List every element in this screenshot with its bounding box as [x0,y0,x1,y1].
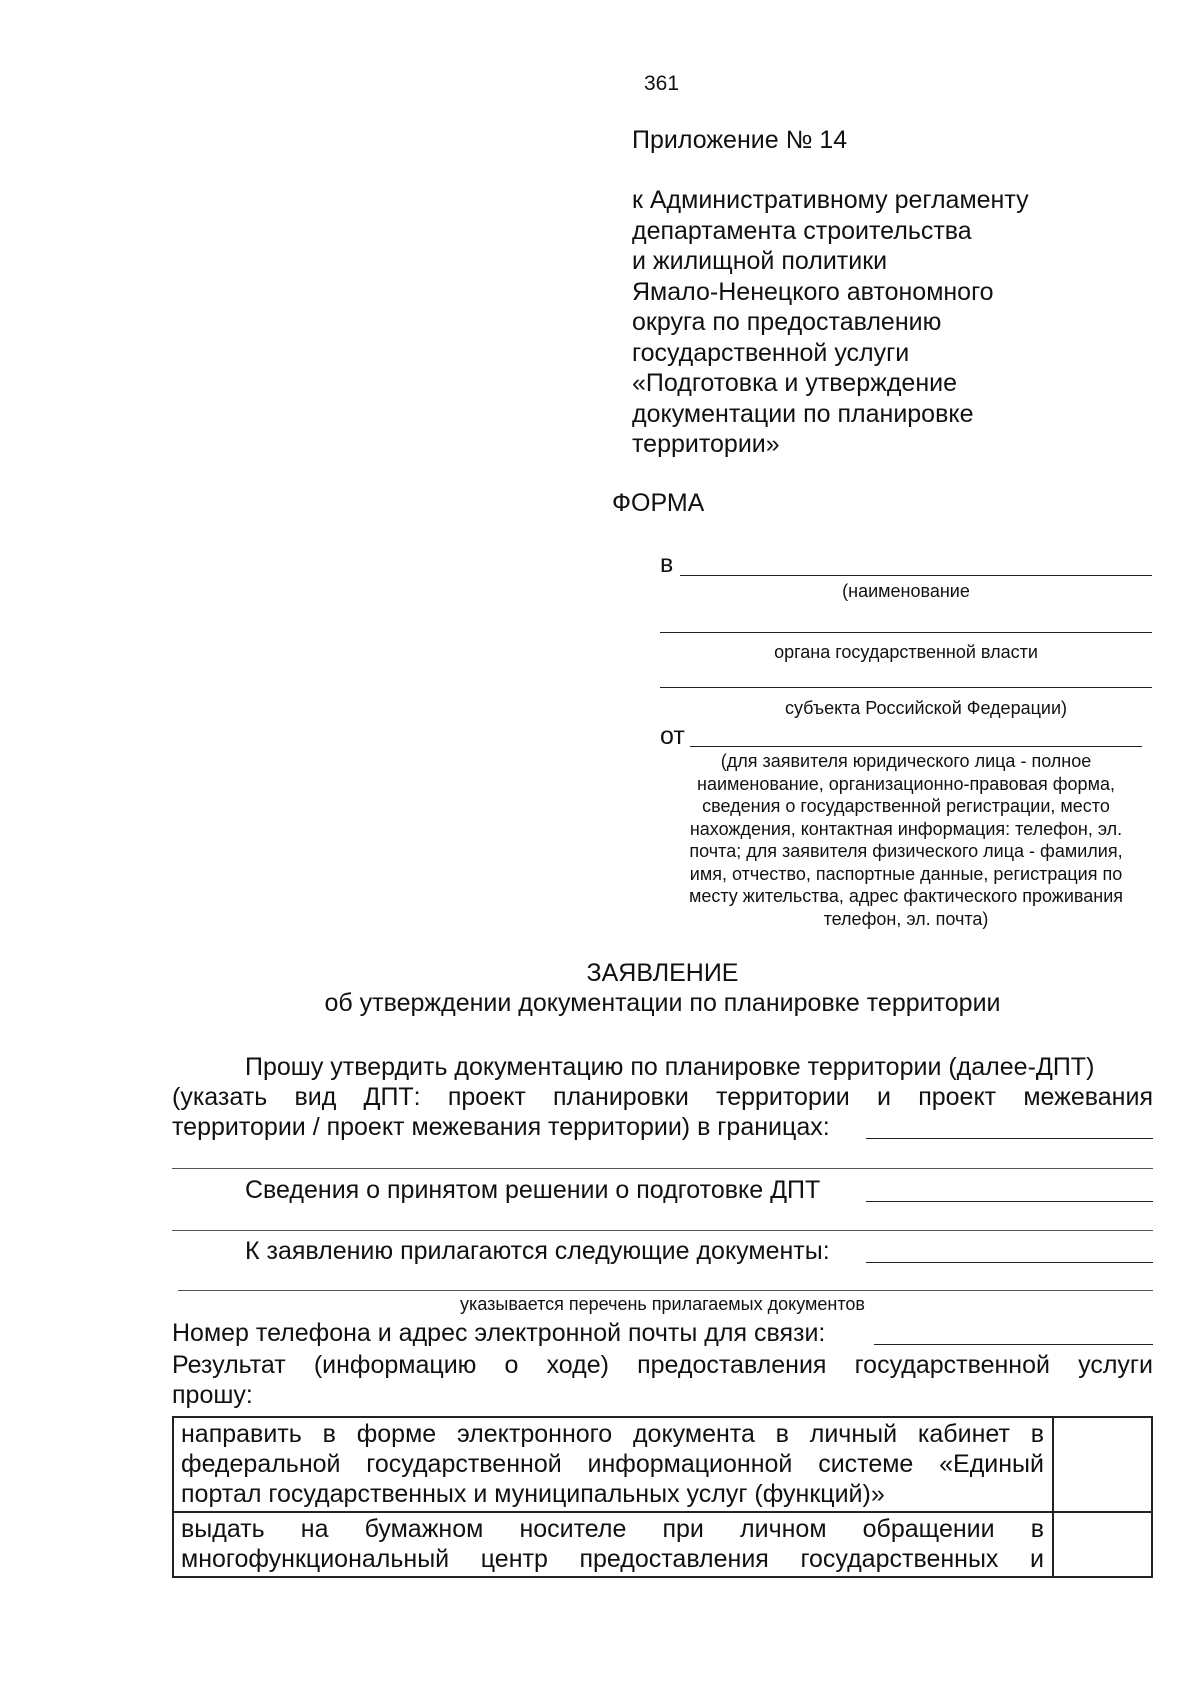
from-prefix: от [660,722,685,750]
addressee-hint-3: субъекта Российской Федерации) [784,698,1068,718]
applicant-hint-line: почта; для заявителя физического лица - фамилия, [689,841,1123,861]
option-line: портал государственных и муниципальных услуг (функций)» [181,1480,885,1508]
attachments-hint: указывается перечень прилагаемых документов [460,1294,865,1314]
appendix-line: к Административному регламенту [632,186,1029,214]
addressee-line-1[interactable] [680,575,1152,576]
appendix-title: Приложение № 14 [632,126,848,154]
option-line: направить в форме электронного документа в личный кабинет в [181,1420,1044,1448]
appendix-line: департамента строительства [632,216,972,245]
boundaries-line[interactable] [866,1138,1153,1139]
option-text [173,1417,1053,1512]
decision-line-2[interactable] [172,1230,1153,1231]
applicant-hint-line: сведения о государственной регистрации, место [702,796,1110,816]
addressee-hint-1: (наименование [842,581,970,601]
table-row [173,1417,1152,1512]
applicant-line[interactable] [690,746,1142,747]
statement-subtitle: об утверждении документации по планировке территории [324,989,1001,1017]
table-row [173,1512,1152,1577]
option-line: выдать на бумажном носителе при личном обращении в [181,1515,1044,1543]
applicant-hint-line: наименование, организационно-правовая форма, [697,773,1115,794]
appendix-line: и жилищной политики [632,247,888,275]
attachments-line-2[interactable] [178,1290,1153,1291]
appendix-line: округа по предоставлению [632,308,942,336]
addressee-hint-2: органа государственной власти [774,642,1038,662]
appendix-description [632,185,1029,460]
appendix-line: Ямало-Ненецкого автономного [632,277,994,306]
contact-line[interactable] [874,1344,1153,1345]
applicant-hint-line: нахождения, контактная информация: телефон, эл. [689,818,1123,839]
decision-label: Сведения о принятом решении о подготовке ДПТ [245,1176,821,1204]
addressee-line-3[interactable] [660,687,1152,688]
result-line-1: Результат (информацию о ходе) предоставления государственной услуги [172,1351,1153,1379]
applicant-hint-line: месту жительства, адрес фактического проживания [688,886,1124,906]
form-label: ФОРМА [612,489,705,517]
option-text [173,1512,1053,1577]
appendix-line: документации по планировке [632,399,974,428]
applicant-hint-line: телефон, эл. почта) [823,908,989,929]
page-number: 361 [644,72,680,95]
appendix-line: территории» [632,430,780,458]
applicant-hint [660,750,1152,930]
attachments-line[interactable] [866,1262,1153,1263]
addressee-line-2[interactable] [660,632,1152,633]
decision-line[interactable] [866,1201,1153,1202]
applicant-hint-line: имя, отчество, паспортные данные, регистрация по [689,863,1123,884]
attachments-label: К заявлению прилагаются следующие документы: [245,1237,830,1265]
to-prefix: в [660,550,674,578]
appendix-line: «Подготовка и утверждение [632,369,957,397]
boundaries-line-2[interactable] [172,1168,1153,1169]
request-line-1: Прошу утвердить документацию по планировке территории (далее-ДПТ) [245,1053,1095,1081]
option-line: многофункциональный центр предоставления государственных и [181,1545,1044,1573]
option-checkbox-cell[interactable] [1053,1417,1152,1512]
option-line: федеральной государственной информационной системе «Единый [181,1450,1044,1478]
result-line-2: прошу: [172,1381,253,1409]
request-line-2: (указать вид ДПТ: проект планировки территории и проект межевания [172,1083,1153,1111]
appendix-line: государственной услуги [632,338,910,367]
request-line-3: территории / проект межевания территории) в границах: [172,1113,830,1141]
applicant-hint-line: (для заявителя юридического лица - полное [720,751,1092,771]
option-checkbox-cell[interactable] [1053,1512,1152,1577]
result-options-table [172,1416,1153,1578]
contact-label: Номер телефона и адрес электронной почты для связи: [172,1319,826,1347]
statement-title: ЗАЯВЛЕНИЕ [586,959,739,987]
